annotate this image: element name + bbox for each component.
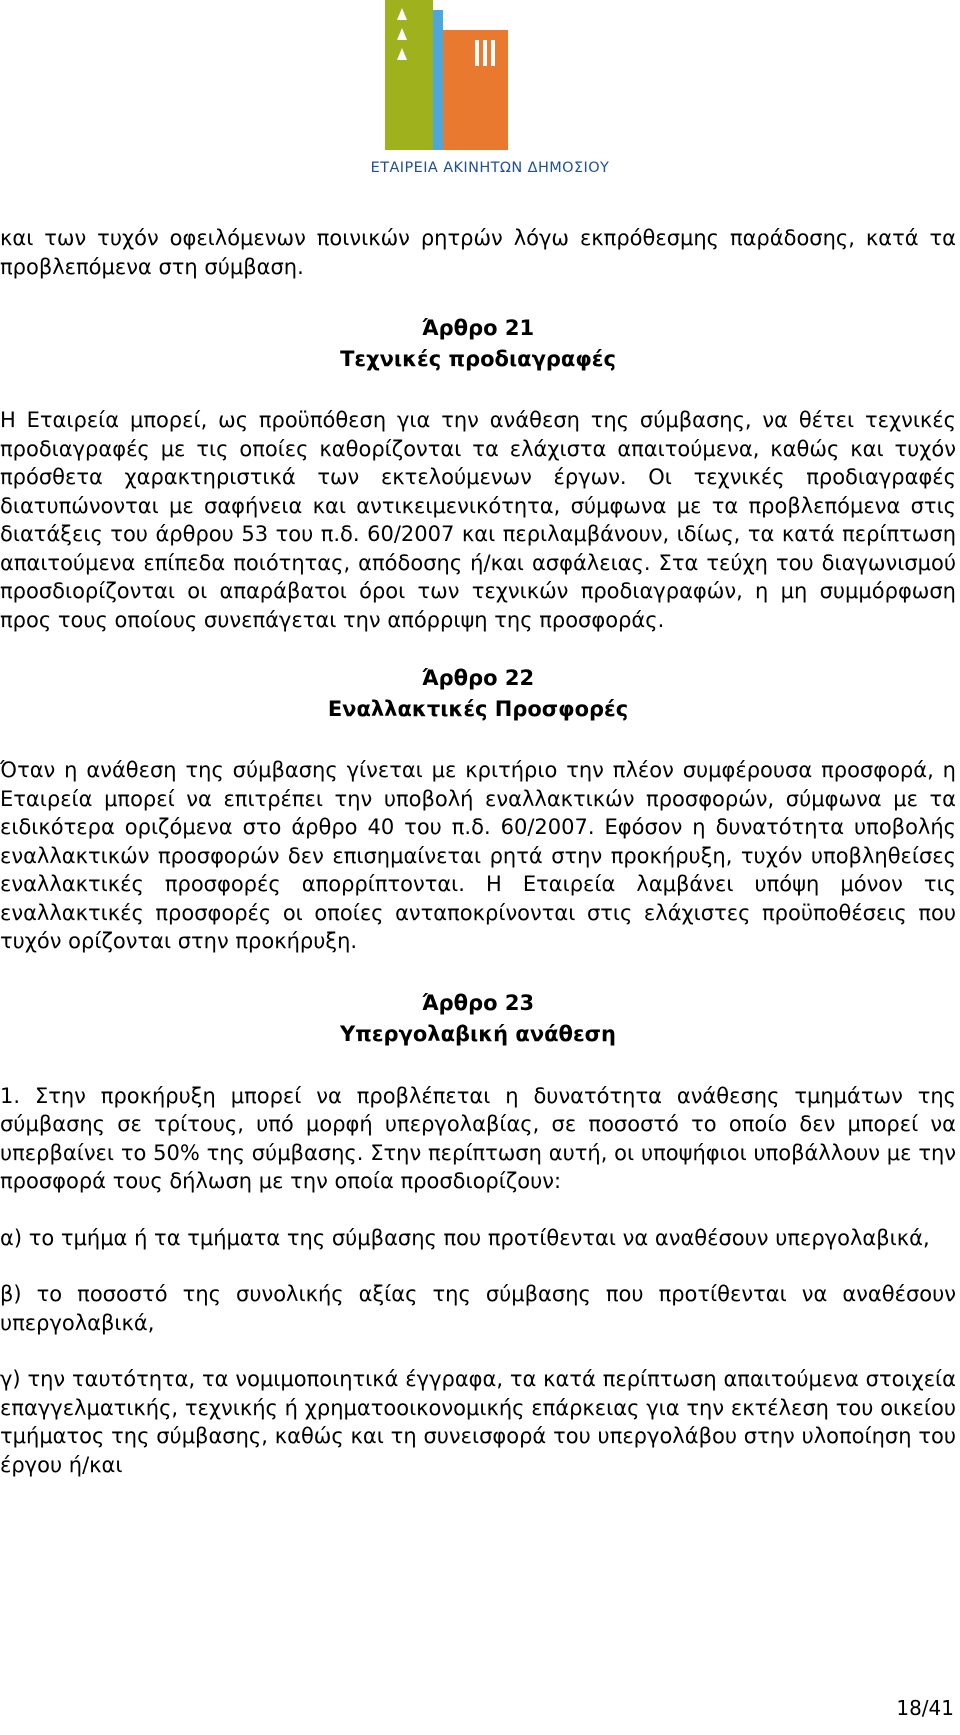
document-body [0, 224, 956, 1479]
article-21-title: Τεχνικές προδιαγραφές [340, 347, 616, 371]
intro-paragraph: και των τυχόν οφειλόμενων ποινικών ρητρών λόγω εκπρόθεσμης παράδοσης, κατά τα προβλεπόμενα στη σύμβαση. [0, 226, 956, 279]
article-22-number: Άρθρο 22 [421, 666, 535, 690]
logo-text: ΕΤΑΙΡΕΙΑ ΑΚΙΝΗΤΩΝ ΔΗΜΟΣΙΟΥ [370, 160, 610, 176]
article-21-heading [0, 313, 956, 375]
article-22-title: Εναλλακτικές Προσφορές [327, 697, 629, 721]
article-22-text: Όταν η ανάθεση της σύμβασης γίνεται με κριτήριο την πλέον συμφέρουσα προσφορά, η Εταιρεία μπορεί να επιτρέπει την υποβολή εναλλακτικών προσφορών, σύμφωνα με τα ειδικότερα οριζόμενα στο άρθρο 40 του π.δ. 60/2007. Εφόσον η δυνατότητα υποβολής εναλλακτικών προσφορών δεν επισημαίνεται ρητά στην προκήρυξη, τυχόν υποβληθείσες εναλλακτικές προσφορές απορρίπτονται. Η Εταιρεία λαμβάνει υπόψη μόνον τις εναλλακτικές προσφορές οι οποίες ανταποκρίνονται στις ελάχιστες προϋποθέσεις που τυχόν ορίζονται στην προκήρυξη. [0, 758, 956, 953]
page-number: 18/41 [896, 1696, 954, 1720]
article-23-item-a: α) το τμήμα ή τα τμήματα της σύμβασης που προτίθενται να αναθέσουν υπεργολαβικά, [0, 1225, 930, 1250]
article-23-item-b: β) το ποσοστό της συνολικής αξίας της σύμβασης που προτίθενται να αναθέσουν υπεργολαβικά, [0, 1282, 956, 1335]
article-22-heading [0, 663, 956, 725]
article-23-paragraph-1: 1. Στην προκήρυξη μπορεί να προβλέπεται η δυνατότητα ανάθεσης τμημάτων της σύμβασης σε τρίτους, υπό μορφή υπεργολαβίας, σε ποσοστό το οποίο δεν μπορεί να υπερβαίνει το 50% της σύμβασης. Στην περίπτωση αυτή, οι υποψήφιοι υποβάλλουν με την προσφορά τους δήλωση με την οποία προσδιορίζουν: [0, 1083, 956, 1193]
article-23-heading [0, 988, 956, 1050]
article-21-text: Η Εταιρεία μπορεί, ως προϋπόθεση για την ανάθεση της σύμβασης, να θέτει τεχνικές προδιαγραφές με τις οποίες καθορίζονται τα ελάχιστα απαιτούμενα, καθώς και τυχόν πρόσθετα χαρακτηριστικά των εκτελούμενων έργων. Οι τεχνικές προδιαγραφές διατυπώνονται με σαφήνεια και αντικειμενικότητα, σύμφωνα με τα προβλεπόμενα στις διατάξεις του άρθρου 53 του π.δ. 60/2007 και περιλαμβάνουν, ιδίως, τα κατά περίπτωση απαιτούμενα επίπεδα ποιότητας, απόδοσης ή/και ασφάλειας. Στα τεύχη του διαγωνισμού προσδιορίζονται οι απαράβατοι όροι των τεχνικών προδιαγραφών, η μη συμμόρφωση προς τους οποίους συνεπάγεται την απόρριψη της προσφοράς. [0, 408, 956, 632]
article-23-title: Υπεργολαβική ανάθεση [340, 1021, 616, 1046]
article-21-number: Άρθρο 21 [421, 316, 535, 340]
company-logo [355, 0, 635, 185]
article-23-number: Άρθρο 23 [421, 990, 535, 1015]
article-23-item-c: γ) την ταυτότητα, τα νομιμοποιητικά έγγραφα, τα κατά περίπτωση απαιτούμενα στοιχεία επαγγελματικής, τεχνικής ή χρηματοοικονομικής επάρκειας για την εκτέλεση του οικείου τμήματος της σύμβασης, καθώς και τη συνεισφορά του υπεργολάβου στην υλοποίηση του έργου ή/και [0, 1367, 956, 1477]
